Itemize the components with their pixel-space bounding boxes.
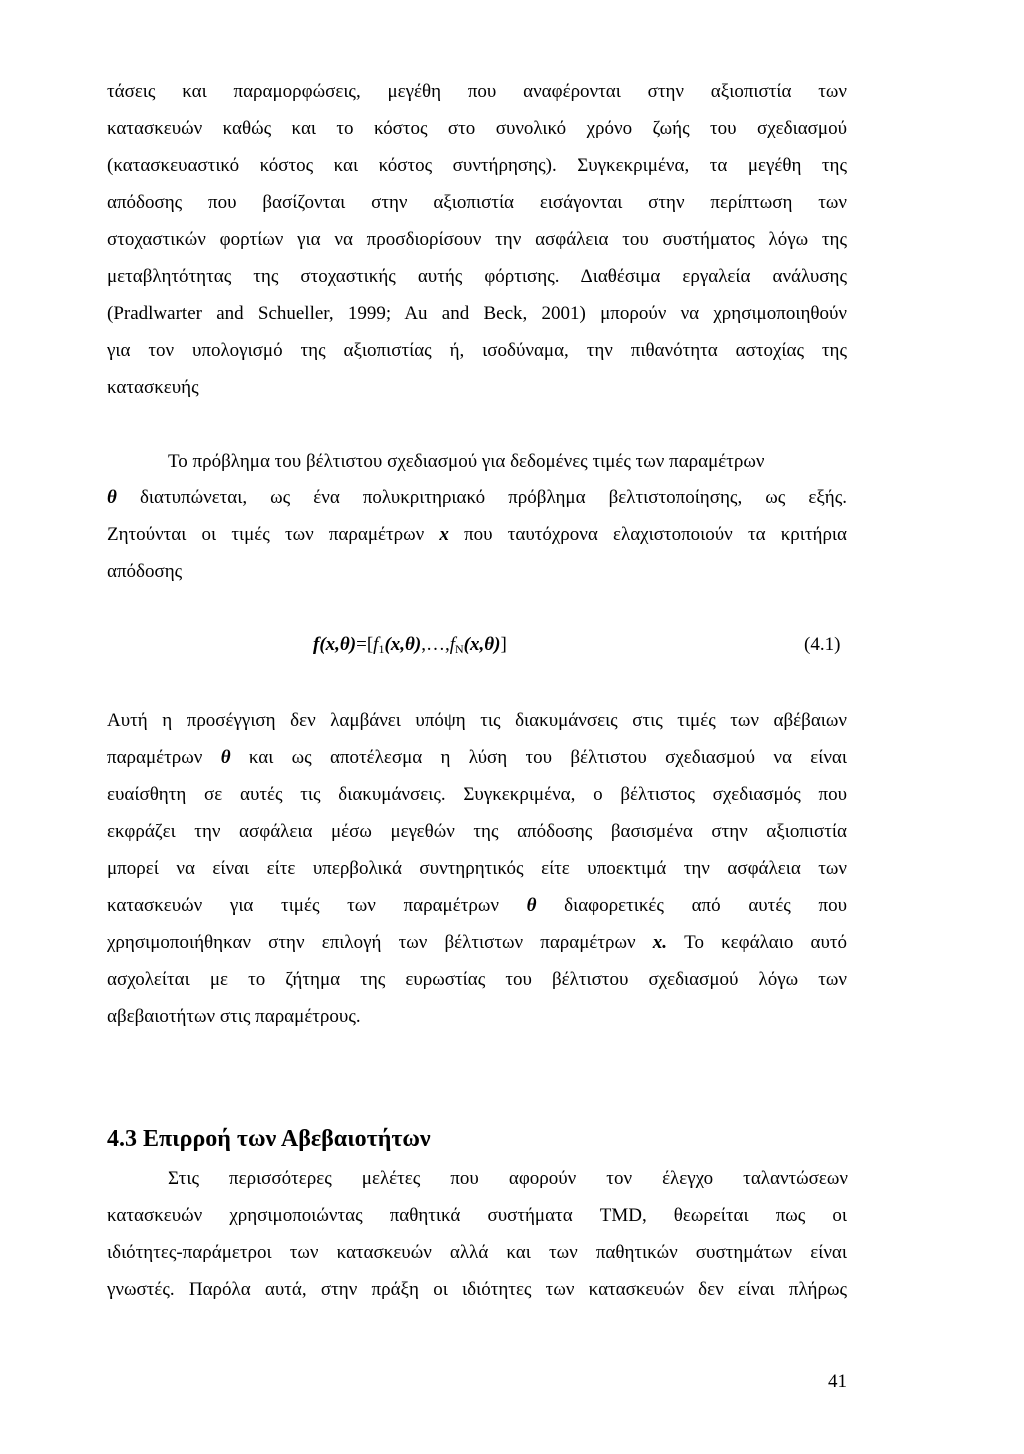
section-heading: 4.3 Επιρροή των Αβεβαιοτήτων bbox=[107, 1126, 431, 1152]
paragraph-3-line-3: ευαίσθητη σε αυτές τις διακυμάνσεις. Συγκεκριμένα, ο βέλτιστος σχεδιασμός που bbox=[107, 784, 847, 805]
paragraph-2-line-2-text: διατυπώνεται, ως ένα πολυκριτηριακό πρόβλημα βελτιστοποίησης, ως εξής. bbox=[139, 487, 847, 508]
paragraph-1-line-9: κατασκευής bbox=[107, 377, 199, 398]
equation-f: f bbox=[313, 634, 320, 655]
paragraph-1-line-1: τάσεις και παραμορφώσεις, μεγέθη που αναφέρονται στην αξιοπιστία των bbox=[107, 81, 847, 102]
paragraph-1-line-4: απόδοσης που βασίζονται στην αξιοπιστία εισάγονται στην περίπτωση των bbox=[107, 192, 847, 213]
equation-number: (4.1) bbox=[804, 634, 841, 655]
paragraph-3-line-6-text-b: διαφορετικές από αυτές που bbox=[564, 895, 847, 916]
paragraph-3-line-4: εκφράζει την ασφάλεια μέσω μεγεθών της απόδοσης βασισμένα στην αξιοπιστία bbox=[107, 821, 847, 842]
x-symbol: x bbox=[439, 524, 449, 545]
paragraph-3-line-5: μπορεί να είναι είτε υπερβολικά συντηρητικός είτε υποεκτιμά την ασφάλεια των bbox=[107, 858, 847, 879]
theta-symbol: θ bbox=[526, 895, 537, 916]
paragraph-2-line-4: απόδοσης bbox=[107, 561, 183, 582]
paragraph-1-line-2: κατασκευών καθώς και το κόστος στο συνολικό χρόνο ζωής του σχεδιασμού bbox=[107, 118, 847, 139]
paragraph-4-line-1: Στις περισσότερες μελέτες που αφορούν τον έλεγχο ταλαντώσεων bbox=[168, 1168, 848, 1189]
theta-symbol: θ bbox=[107, 487, 117, 508]
paragraph-3-line-2 bbox=[107, 746, 847, 770]
paragraph-4-line-4: γνωστές. Παρόλα αυτά, στην πράξη οι ιδιότητες των κατασκευών δεν είναι πλήρως bbox=[107, 1279, 847, 1300]
equation-args-3: (x,θ) bbox=[463, 634, 501, 655]
paragraph-2-line-3-text-a: Ζητούνται οι τιμές των παραμέτρων bbox=[107, 524, 425, 545]
equation-close: ] bbox=[500, 634, 507, 655]
paragraph-1-line-5: στοχαστικών φορτίων για να προσδιορίσουν την ασφάλεια του συστήματος λόγω της bbox=[107, 229, 847, 250]
paragraph-3-line-2-text-b: και ως αποτέλεσμα η λύση του βέλτιστου σχεδιασμού να είναι bbox=[248, 747, 847, 768]
paragraph-2-line-3-text-b: που ταυτόχρονα ελαχιστοποιούν τα κριτήρια bbox=[464, 524, 847, 545]
paragraph-3-line-7-text-a: χρησιμοποιήθηκαν στην επιλογή των βέλτιστων παραμέτρων bbox=[107, 932, 636, 953]
paragraph-3-line-7-text-b: Το κεφάλαιο αυτό bbox=[684, 932, 848, 953]
paragraph-3-line-6-text-a: κατασκευών για τιμές των παραμέτρων bbox=[107, 895, 499, 916]
equation bbox=[313, 633, 507, 661]
paragraph-1-line-3: (κατασκευαστικό κόστος και κόστος συντήρησης). Συγκεκριμένα, τα μεγέθη της bbox=[107, 155, 847, 176]
paragraph-2-line-3 bbox=[107, 523, 847, 547]
theta-symbol: θ bbox=[220, 747, 231, 768]
paragraph-4-line-3: ιδιότητες-παράμετροι των κατασκευών αλλά και των παθητικών συστημάτων είναι bbox=[107, 1242, 847, 1263]
paragraph-3-line-6 bbox=[107, 894, 847, 918]
paragraph-3-line-9: αβεβαιοτήτων στις παραμέτρους. bbox=[107, 1006, 361, 1027]
paragraph-3-line-8: ασχολείται με το ζήτημα της ευρωστίας του βέλτιστου σχεδιασμού λόγω των bbox=[107, 969, 847, 990]
paragraph-3-line-7 bbox=[107, 931, 847, 955]
equation-args-1: (x,θ) bbox=[319, 634, 357, 655]
paragraph-2-line-1: Το πρόβλημα του βέλτιστου σχεδιασμού για δεδομένες τιμές των παραμέτρων bbox=[168, 451, 765, 472]
equation-sub-1: 1 bbox=[378, 642, 385, 656]
equation-fN: f bbox=[449, 634, 455, 655]
equation-equals: =[ bbox=[356, 634, 374, 655]
x-symbol: x. bbox=[652, 932, 667, 953]
paragraph-1-line-6: μεταβλητότητας της στοχαστικής αυτής φόρτισης. Διαθέσιμα εργαλεία ανάλυσης bbox=[107, 266, 847, 287]
paragraph-2-line-2 bbox=[107, 486, 847, 510]
page-number: 41 bbox=[828, 1371, 847, 1392]
equation-dots: ,…, bbox=[421, 634, 450, 655]
equation-sub-N: N bbox=[455, 642, 464, 656]
paragraph-4-line-2: κατασκευών χρησιμοποιώντας παθητικά συστήματα TMD, θεωρείται πως οι bbox=[107, 1205, 847, 1226]
paragraph-1-line-8: για τον υπολογισμό της αξιοπιστίας ή, ισοδύναμα, την πιθανότητα αστοχίας της bbox=[107, 340, 847, 361]
paragraph-3-line-1: Αυτή η προσέγγιση δεν λαμβάνει υπόψη τις διακυμάνσεις στις τιμές των αβέβαιων bbox=[107, 710, 847, 731]
equation-args-2: (x,θ) bbox=[384, 634, 422, 655]
paragraph-1-line-7: (Pradlwarter and Schueller, 1999; Au and Beck, 2001) μπορούν να χρησιμοποιηθούν bbox=[107, 303, 847, 324]
equation-f1: f bbox=[373, 634, 379, 655]
paragraph-3-line-2-text-a: παραμέτρων bbox=[107, 747, 203, 768]
